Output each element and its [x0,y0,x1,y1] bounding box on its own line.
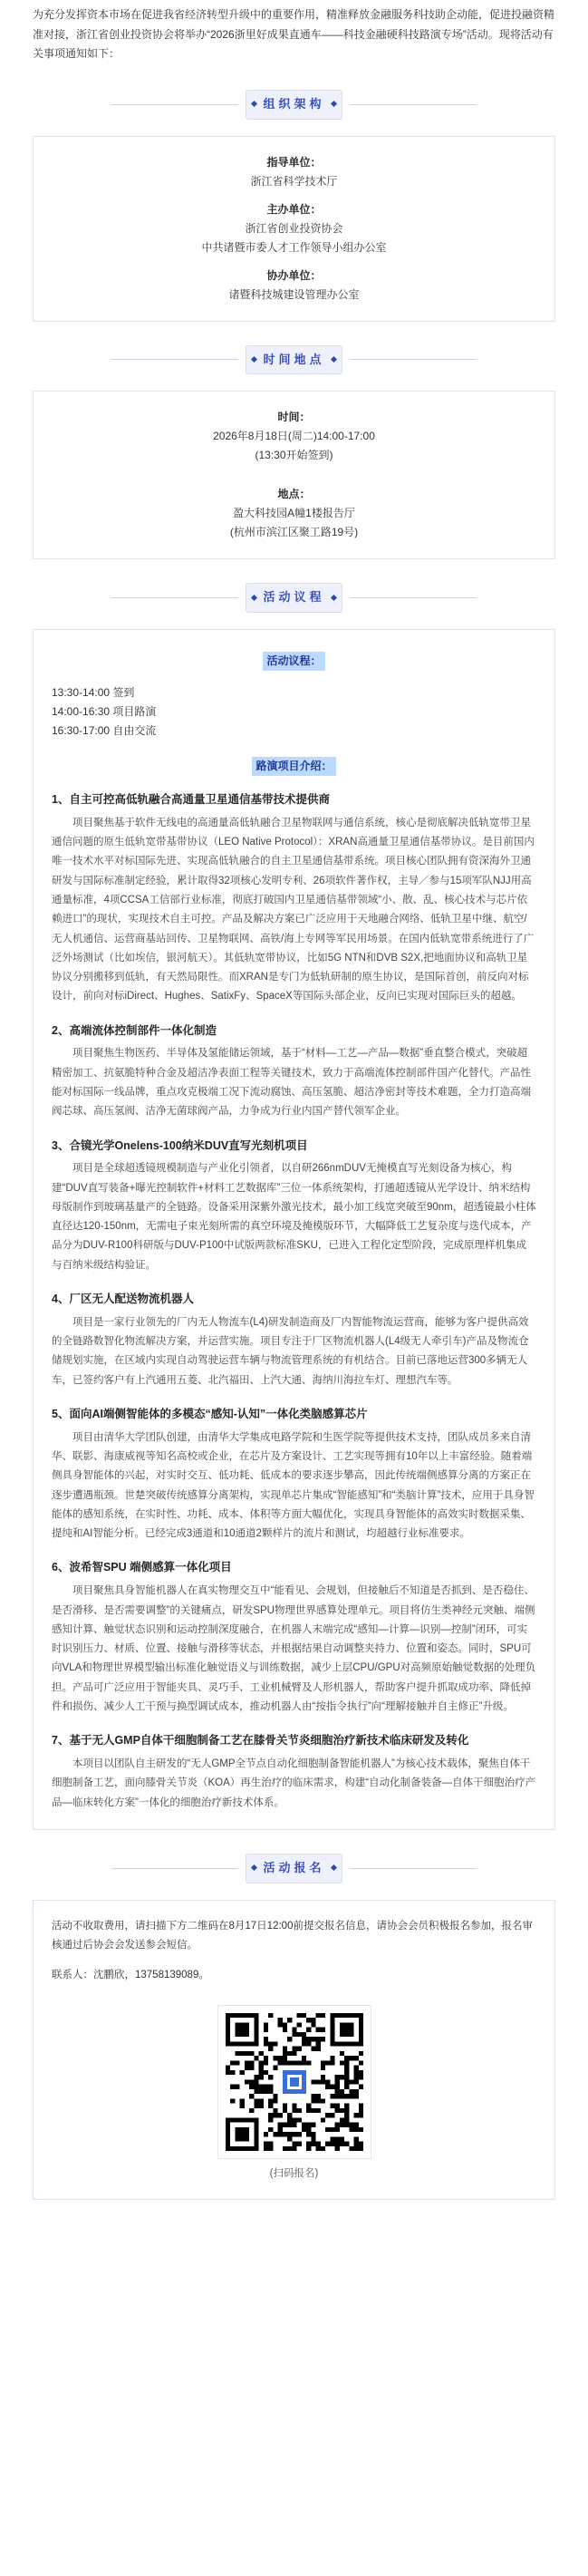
divider-line [350,359,477,360]
project-item [52,1558,536,1717]
time-box [33,391,555,559]
host-value: 中共诸暨市委人才工作领导小组办公室 [201,240,387,254]
project-title: 5、面向AI端侧智能体的多模态“感知-认知”一体化类脑感算芯片 [52,1407,368,1420]
intro-paragraph: 为充分发挥资本市场在促进我省经济转型升级中的重要作用，精准释放金融服务科技助企动能，促进投融资精准对接，浙江省创业投资协会将举办“2026浙里好成果直通车——科技金融硬科技路演专场”活动。现将活动有关事项通知如下： [33,8,555,61]
section-title-org: 组织架构 [246,90,342,120]
divider-line [111,1868,238,1869]
register-body: 活动不收取费用，请扫描下方二维码在8月17日12:00前提交报名信息，请协会会员积极报名参加，报名审核通过后协会会发送参会短信。 [52,1920,533,1951]
org-box [33,136,555,322]
project-title: 3、合镜光学Onelens-100纳米DUV直写光刻机项目 [52,1138,308,1152]
host-value: 浙江省创业投资协会 [245,221,343,235]
section-header-register [33,1854,555,1884]
divider-line [111,597,238,598]
section-title-agenda: 活动议程 [246,583,342,613]
project-item [52,1290,536,1390]
section-header-time [33,345,555,375]
project-body: 项目由清华大学团队创建，由清华大学集成电路学院和生医学院等提供技术支持，团队成员多来自清华、联影、海康威视等知名高校或企业，在芯片及方案设计、工艺实现等拥有10年以上丰富经验。随着端侧具身智能体的兴起，对实时交互、低功耗、低成本的要求逐步攀高，因此传统端侧感算分离的方案正在逐步遭遇瓶颈。世楚突破传统感算分离架构，实现单芯片集成“智能感知”和“类脑计算”技术，应用于具身智能体的感知系统，在实时性、功耗、成本、体积等方面大幅优化，实现具身智能体的高效实时数据采集、提纯和AI智能分析。已经完成3通道和10通道2颗样片的流片和测试，均超越行业标准要求。 [52,1431,535,1540]
qr-code-graphic [226,2013,363,2151]
assist-label: 协办单位： [266,268,322,282]
project-item [52,1137,536,1275]
project-title: 2、高端流体控制部件一体化制造 [52,1023,217,1037]
agenda-item: 16:30-17:00 自由交流 [52,724,157,738]
divider-line [111,104,238,105]
register-box [33,1900,555,2201]
project-body: 项目聚焦基于软件无线电的高通量高低轨融合卫星物联网与通信系统，核心是彻底解决低轨宽带卫星通信问题的原生低轨宽带基带协议（LEO Native Protocol）：XRAN高通量卫星通信基带协议。是目前国内唯一技术水平对标国际先进、实现高低轨融合的自主卫星通信基带系统。项目核心团队拥有资深海外卫通研发与国际标准制定经验，累计取得32项核心发明专利、26项软件著作权，主导／参与15项军队NJJ用高通量标准，4项CCSA工信部行业标准，彻底打破国内卫星通信基带领域“小、散、乱、核心技术与芯片依赖进口”的现状，实现技术自主可控。产品及解决方案已广泛应用于天地融合网络、低轨卫星中继、航空/无人机通信、运营商基站回传、卫星物联网、高铁/海上专网等军民用场景。在国内低轨宽带系统进行了广泛外场测试（比如埃信，银河航天）。其低轨宽带协议，比如5G NTN和DVB S2X,把地面协议和高轨卫星协议分别搬移到低轨，有天然局限性。而XRAN是专门为低轨研制的原生协议，是国际首创，前反向对标设计，前向对标iDirect、Hughes、SatixFy、SpaceX等国际头部企业，反向已实现对国际巨头的超越。 [52,817,535,1002]
qr-block [52,2005,536,2183]
divider-line [350,597,477,598]
project-title: 1、自主可控高低轨融合高通量卫星通信基带技术提供商 [52,793,330,807]
contact-line: 联系人：沈鹏欣，13758139089。 [52,1970,209,1981]
project-body: 项目是全球超透镜规模制造与产业化引领者，以自研266nmDUV无掩模直写光刻设备为核心，构建“DUV直写装备+曝光控制软件+材料工艺数据库”三位一体系统架构，打通超透镜从光学设计、纳米结构母版制作到玻璃基量产的全链路。设备采用深紫外激光技术，最小加工线宽突破至90nm，超透镜最小柱体直径达120-150nm，无需电子束光刻所需的真空环境及掩模版环节，大幅降低工艺复杂度与迭代成本，产品分为DUV-R100科研版与DUV-P100中试版两款标准SKU，已进入工程化定型阶段，完成原理样机集成与百纳米级结构验证。 [52,1163,536,1271]
project-title: 6、波希智SPU 端侧感算一体化项目 [52,1561,232,1574]
place-label: 地点： [277,488,311,501]
project-title: 4、厂区无人配送物流机器人 [52,1292,194,1305]
project-item [52,1405,536,1544]
agenda-item: 13:30-14:00 签到 [52,686,135,700]
section-header-agenda [33,583,555,613]
place-value: 盈大科技园A幢1楼报告厅 [233,507,355,520]
divider-line [111,359,238,360]
host-label: 主办单位： [266,202,322,216]
projects-title: 路演项目介绍： [252,757,335,776]
section-title-register: 活动报名 [246,1854,342,1884]
project-body: 项目聚焦具身智能机器人在真实物理交互中“能看见、会规划，但接触后不知道是否抓到、是否稳住、是否滑移、是否需要调整”的关键痛点，研发SPU物理世界感算处理单元。项目将仿生类神经元突触、端侧感知计算、触觉状态识别和运动控制深度融合，在机器人末端完成“感知—计算—识别—控制”闭环，可实时识别压力、材质、位置、接触与滑移等状态，并根据结果自动调整夹持力、位置和姿态。同时，SPU可向VLA和物理世界模型输出标准化触觉语义与训练数据，减少上层CPU/GPU对高频原始触觉数据的处理负担。产品可广泛应用于智能夹具、灵巧手、工业机械臂及人形机器人，帮助客户提升抓取成功率、降低掉件和损伤、减少人工干预与换型调试成本，推动机器人由“按指令执行”向“理解接触并自主修正”升级。 [52,1585,536,1712]
agenda-box [33,629,555,1830]
time-note: (13:30开始签到) [255,449,333,462]
qr-caption: (扫码报名) [269,2168,319,2180]
guide-label: 指导单位： [266,155,322,169]
agenda-title: 活动议程： [263,652,324,671]
project-body: 项目聚焦生物医药、半导体及氢能储运领域，基于“材料—工艺—产品—数据”垂直整合模式，突破超精密加工、抗氨脆特种合金及超洁净表面工程等关键技术，致力于高端流体控制部件国产化替代。产品性能对标国际一线品牌，重点攻克极端工况下流动腐蚀、高压氢脆、超洁净密封等技术难题，全力打造高端阀芯球、高压氢阀、洁净无菌球阀产品，力争成为行业内国产替代领军企业。 [52,1048,531,1118]
project-body: 项目是一家行业领先的厂内无人物流车(L4)研发制造商及厂内智能物流运营商，能够为客户提供高效的全链路数智化物流解决方案，并运营实施。项目专注于厂区物流机器人(L4级无人牵引车)产品及物流仓储规划实施，在区域内实现自动驾驶运营车辆与物流管理系统的有机结合。目前已落地运营300多辆无人车，已签约客户有上汽通用五菱、北汽福田、上汽大通、海纳川海拉车灯、理想汽车等。 [52,1316,529,1386]
section-title-time: 时间地点 [246,345,342,375]
place-note: (杭州市滨江区聚工路19号) [229,526,359,539]
project-body: 本项目以团队自主研发的“无人GMP全节点自动化细胞制备智能机器人”为核心技术载体，聚焦自体干细胞制备工艺，面向膝骨关节炎（KOA）再生治疗的临床需求，构建“自动化制备装备—自体干细胞治疗产品—临床转化方案”一体化的细胞治疗新技术体系。 [52,1758,536,1808]
guide-value: 浙江省科学技术厅 [250,174,338,188]
section-header-org [33,90,555,120]
qr-code-icon[interactable] [217,2005,371,2159]
project-item [52,1022,536,1122]
time-label: 时间： [277,411,311,424]
project-title: 7、基于无人GMP自体干细胞制备工艺在膝骨关节炎细胞治疗新技术临床研发及转化 [52,1734,469,1748]
project-item [52,1731,536,1813]
divider-line [350,1868,477,1869]
time-value: 2026年8月18日(周二)14:00-17:00 [213,430,375,443]
assist-value: 诸暨科技城建设管理办公室 [228,287,360,301]
agenda-item: 14:00-16:30 项目路演 [52,705,157,719]
project-item [52,790,536,1007]
divider-line [350,104,477,105]
